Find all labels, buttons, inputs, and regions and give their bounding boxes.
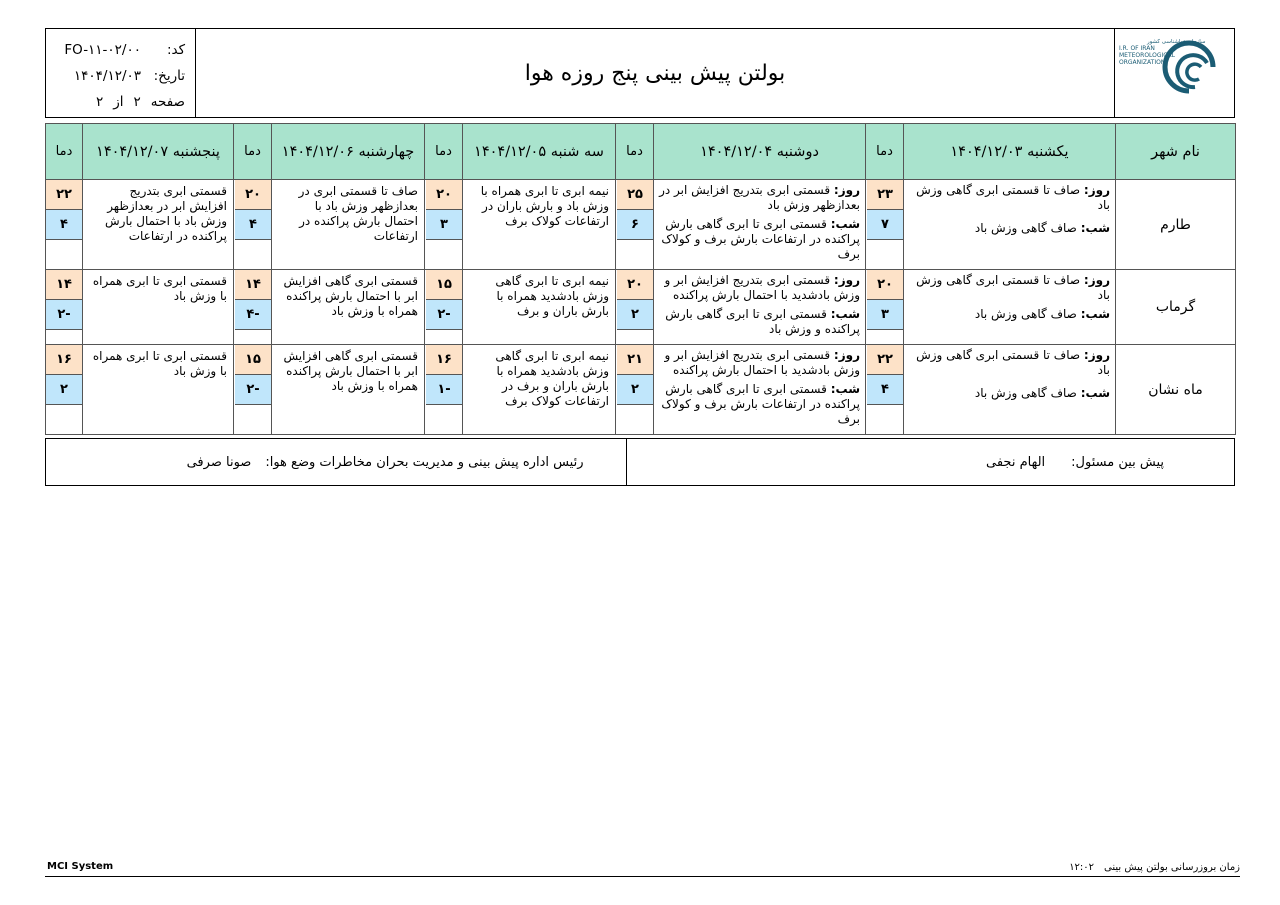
day-label: روز: — [833, 348, 860, 362]
day-label: روز: — [1083, 273, 1110, 287]
temperature-cell — [425, 345, 463, 435]
day-text: قسمتی ابری بتدریج افزایش ابر و وزش بادشدید با احتمال بارش پراکنده — [664, 348, 860, 377]
day-text: قسمتی ابری بتدریج افزایش ابر و وزش بادشدید با احتمال بارش پراکنده — [664, 273, 860, 302]
max-temp: ۲۳ — [867, 180, 903, 210]
forecast-cell — [904, 345, 1116, 435]
forecast-cell — [904, 270, 1116, 345]
night-forecast — [909, 221, 1110, 236]
day-forecast — [909, 273, 1110, 303]
city-header: نام شهر — [1116, 124, 1236, 180]
min-temp: ۳ — [426, 210, 462, 240]
day-text: قسمتی ابری بتدریج افزایش ابر در بعدازظهر وزش باد — [659, 183, 860, 212]
forecast-cell: نیمه ابری تا ابری گاهی وزش بادشدید همراه با بارش باران و برف در ارتفاعات کولاک برف — [463, 345, 616, 435]
logo-text-en-1: I.R. OF IRAN — [1119, 45, 1155, 52]
update-label: زمان بروزرسانی بولتن پیش بینی — [1104, 862, 1240, 873]
day-forecast — [909, 183, 1110, 213]
forecast-cell: قسمتی ابری گاهی افزایش ابر با احتمال بارش پراکنده همراه با وزش باد — [272, 345, 425, 435]
day-label: روز: — [1083, 183, 1110, 197]
temperature-cell — [616, 345, 654, 435]
code-row — [46, 37, 185, 63]
max-temp: ۱۶ — [46, 345, 82, 375]
bulletin-title: بولتن پیش بینی پنج روزه هوا — [524, 60, 786, 86]
forecast-table — [45, 123, 1236, 435]
date-value: ۱۴۰۴/۱۲/۰۳ — [73, 68, 141, 84]
max-temp: ۲۵ — [617, 180, 653, 210]
forecaster-label: پیش بین مسئول: — [1071, 454, 1164, 470]
day-header-1: یکشنبه ۱۴۰۴/۱۲/۰۳ — [904, 124, 1116, 180]
min-temp: -۲ — [235, 375, 271, 405]
document-info — [46, 29, 196, 117]
forecast-cell: قسمتی ابری تا ابری همراه با وزش باد — [83, 345, 234, 435]
day-text: صاف تا قسمتی ابری گاهی وزش باد — [916, 183, 1110, 212]
code-value: FO-۱۱-۰۲/۰۰ — [64, 42, 141, 58]
table-header-row — [46, 124, 1236, 180]
forecast-cell: صاف تا قسمتی ابری در بعدازظهر وزش باد با احتمال بارش پراکنده در ارتفاعات — [272, 180, 425, 270]
night-label: شب: — [830, 307, 860, 321]
temp-header-1: دما — [866, 124, 904, 180]
min-temp: -۱ — [426, 375, 462, 405]
temperature-cell — [234, 270, 272, 345]
max-temp: ۱۵ — [426, 270, 462, 300]
city-name: طارم — [1116, 180, 1236, 270]
night-forecast — [909, 307, 1110, 322]
min-temp: ۲ — [46, 375, 82, 405]
temp-header-2: دما — [616, 124, 654, 180]
logo-text-en-2: METEOROLOGICAL — [1119, 52, 1175, 59]
min-temp: ۶ — [617, 210, 653, 240]
min-temp: -۲ — [46, 300, 82, 330]
temperature-cell — [616, 270, 654, 345]
forecast-cell: قسمتی ابری تا ابری همراه با وزش باد — [83, 270, 234, 345]
night-text: قسمتی ابری تا ابری گاهی بارش پراکنده در ارتفاعات بارش برف و کولاک برف — [661, 217, 860, 261]
day-label: روز: — [833, 273, 860, 287]
forecast-cell: قسمتی ابری گاهی افزایش ابر با احتمال بارش پراکنده همراه با وزش باد — [272, 270, 425, 345]
logo-text-en-3: ORGANIZATION — [1119, 59, 1166, 66]
head-label: رئیس اداره پیش بینی و مدیریت بحران مخاطرات وضع هوا: — [265, 454, 584, 470]
date-row — [46, 63, 185, 89]
city-name: گرماب — [1116, 270, 1236, 345]
forecast-cell: نیمه ابری تا ابری همراه با وزش باد و بارش باران در ارتفاعات کولاک برف — [463, 180, 616, 270]
meteorological-organization-logo-icon — [1115, 29, 1235, 117]
date-label: تاریخ: — [153, 68, 185, 84]
forecast-cell — [654, 180, 866, 270]
temperature-cell — [866, 180, 904, 270]
max-temp: ۲۱ — [617, 345, 653, 375]
night-label: شب: — [830, 382, 860, 396]
forecaster-signature — [627, 439, 1235, 485]
page-total: ۲ — [95, 94, 104, 110]
night-text: صاف گاهی وزش باد — [974, 221, 1077, 235]
temperature-cell — [866, 345, 904, 435]
update-time: ۱۲:۰۲ — [1069, 862, 1095, 873]
night-forecast — [659, 217, 860, 262]
day-forecast — [659, 273, 860, 303]
night-label: شب: — [1080, 307, 1110, 321]
page-of: از — [113, 94, 124, 110]
forecast-cell — [654, 345, 866, 435]
day-forecast — [909, 348, 1110, 378]
min-temp: -۴ — [235, 300, 271, 330]
temperature-cell — [616, 180, 654, 270]
forecast-cell: قسمتی ابری بتدریج افزایش ابر در بعدازظهر وزش باد با احتمال بارش پراکنده در ارتفاعات — [83, 180, 234, 270]
logo-text-fa: سازمان هواشناسی کشور — [1147, 39, 1206, 45]
night-label: شب: — [830, 217, 860, 231]
day-header-5: پنجشنبه ۱۴۰۴/۱۲/۰۷ — [83, 124, 234, 180]
night-text: صاف گاهی وزش باد — [974, 307, 1077, 321]
temperature-cell — [234, 345, 272, 435]
max-temp: ۲۲ — [867, 345, 903, 375]
head-signature — [46, 439, 627, 485]
temp-header-3: دما — [425, 124, 463, 180]
max-temp: ۲۰ — [235, 180, 271, 210]
min-temp: -۲ — [426, 300, 462, 330]
night-forecast — [659, 382, 860, 427]
temperature-cell — [46, 345, 83, 435]
forecast-cell — [654, 270, 866, 345]
min-temp: ۴ — [46, 210, 82, 240]
page-row — [46, 89, 185, 115]
code-label: کد: — [166, 42, 185, 58]
max-temp: ۲۲ — [46, 180, 82, 210]
night-text: قسمتی ابری تا ابری گاهی بارش پراکنده در ارتفاعات بارش برف و کولاک برف — [661, 382, 860, 426]
update-info — [1069, 862, 1240, 873]
max-temp: ۲۰ — [867, 270, 903, 300]
max-temp: ۱۴ — [46, 270, 82, 300]
forecast-cell — [904, 180, 1116, 270]
max-temp: ۱۴ — [235, 270, 271, 300]
day-forecast — [659, 348, 860, 378]
min-temp: ۷ — [867, 210, 903, 240]
table-row — [46, 345, 1236, 435]
temperature-cell — [866, 270, 904, 345]
table-row — [46, 180, 1236, 270]
temperature-cell — [234, 180, 272, 270]
table-row — [46, 270, 1236, 345]
max-temp: ۱۶ — [426, 345, 462, 375]
min-temp: ۳ — [867, 300, 903, 330]
temp-header-4: دما — [234, 124, 272, 180]
day-label: روز: — [833, 183, 860, 197]
min-temp: ۲ — [617, 375, 653, 405]
bulletin-header — [45, 28, 1235, 118]
day-header-2: دوشنبه ۱۴۰۴/۱۲/۰۴ — [654, 124, 866, 180]
max-temp: ۱۵ — [235, 345, 271, 375]
system-name: MCI System — [47, 861, 114, 872]
max-temp: ۲۰ — [426, 180, 462, 210]
day-header-3: سه شنبه ۱۴۰۴/۱۲/۰۵ — [463, 124, 616, 180]
min-temp: ۴ — [867, 375, 903, 405]
footer-divider — [45, 876, 1240, 877]
night-label: شب: — [1080, 221, 1110, 235]
night-label: شب: — [1080, 386, 1110, 400]
day-text: صاف تا قسمتی ابری گاهی وزش باد — [916, 273, 1110, 302]
min-temp: ۴ — [235, 210, 271, 240]
min-temp: ۲ — [617, 300, 653, 330]
page-current: ۲ — [133, 94, 141, 110]
organization-logo — [1114, 29, 1234, 117]
night-forecast — [909, 386, 1110, 401]
max-temp: ۲۰ — [617, 270, 653, 300]
night-text: صاف گاهی وزش باد — [974, 386, 1077, 400]
forecast-cell: نیمه ابری تا ابری گاهی وزش بادشدید همراه با بارش باران و برف — [463, 270, 616, 345]
night-forecast — [659, 307, 860, 337]
head-name: صونا صرفی — [186, 454, 252, 470]
night-text: قسمتی ابری تا ابری گاهی بارش پراکنده و وزش باد — [665, 307, 860, 336]
forecaster-name: الهام نجفی — [986, 454, 1046, 470]
city-name: ماه نشان — [1116, 345, 1236, 435]
signature-box — [45, 438, 1235, 486]
temperature-cell — [425, 270, 463, 345]
page-label: صفحه — [150, 94, 185, 110]
day-header-4: چهارشنبه ۱۴۰۴/۱۲/۰۶ — [272, 124, 425, 180]
temperature-cell — [46, 270, 83, 345]
day-text: صاف تا قسمتی ابری گاهی وزش باد — [916, 348, 1110, 377]
temp-header-5: دما — [46, 124, 83, 180]
day-forecast — [659, 183, 860, 213]
temperature-cell — [46, 180, 83, 270]
day-label: روز: — [1083, 348, 1110, 362]
temperature-cell — [425, 180, 463, 270]
